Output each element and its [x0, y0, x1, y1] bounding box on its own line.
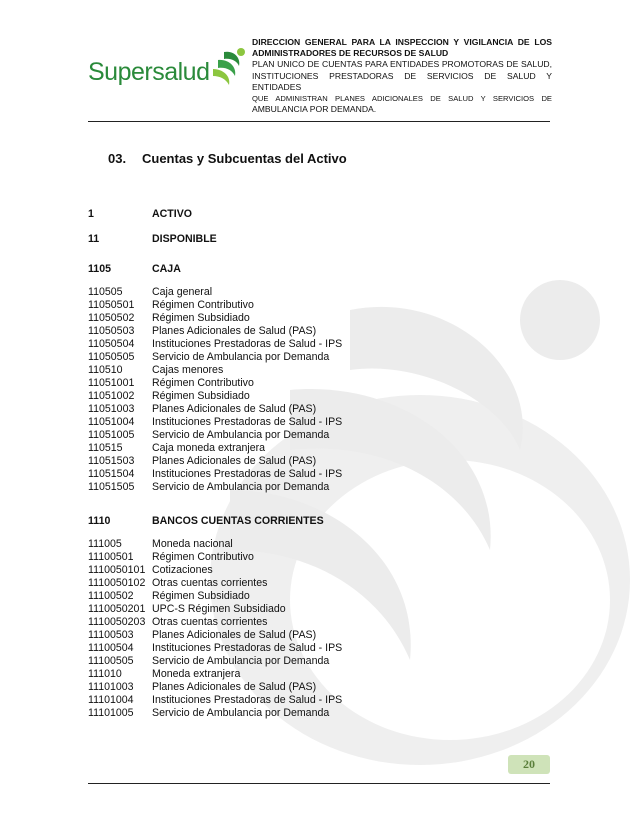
account-code: 11100501 — [88, 551, 134, 563]
account-name: Instituciones Prestadoras de Salud - IPS — [152, 642, 343, 654]
account-name: Otras cuentas corrientes — [152, 577, 268, 589]
account-code: 11051002 — [88, 390, 135, 402]
account-name: Instituciones Prestadoras de Salud - IPS — [152, 468, 343, 480]
account-code: 11050502 — [88, 312, 135, 324]
account-name: Moneda nacional — [152, 538, 233, 550]
section-title — [108, 151, 347, 166]
account-name: Régimen Subsidiado — [152, 390, 250, 402]
account-name: Servicio de Ambulancia por Demanda — [152, 707, 330, 719]
account-name: Otras cuentas corrientes — [152, 616, 268, 628]
section-title-text: Cuentas y Subcuentas del Activo — [142, 151, 347, 166]
account-name: BANCOS CUENTAS CORRIENTES — [152, 515, 324, 527]
account-code: 11051503 — [88, 455, 135, 467]
account-name: Cotizaciones — [152, 564, 213, 576]
account-code: 110510 — [88, 364, 123, 376]
account-code: 11051504 — [88, 468, 135, 480]
header-line-1: DIRECCION GENERAL PARA LA INSPECCION Y VIGILANCIA DE LOS — [252, 37, 552, 47]
account-name: Régimen Subsidiado — [152, 312, 250, 324]
account-name: Cajas menores — [152, 364, 224, 376]
account-name: Régimen Contributivo — [152, 299, 254, 311]
account-name: CAJA — [152, 263, 181, 275]
account-code: 11051003 — [88, 403, 135, 415]
account-code: 11051001 — [88, 377, 135, 389]
account-code: 111010 — [88, 668, 122, 680]
account-name: Régimen Contributivo — [152, 377, 254, 389]
account-name: Servicio de Ambulancia por Demanda — [152, 481, 330, 493]
header-line-4: INSTITUCIONES PRESTADORAS DE SERVICIOS DE SALUD Y ENTIDADES — [252, 70, 552, 92]
account-code: 1105 — [88, 263, 111, 275]
account-name: ACTIVO — [152, 208, 193, 220]
page-number-badge: 20 — [508, 755, 550, 774]
header-line-2: ADMINISTRADORES DE RECURSOS DE SALUD — [252, 48, 449, 59]
account-code: 11050505 — [88, 351, 135, 363]
account-name: Instituciones Prestadoras de Salud - IPS — [152, 694, 343, 706]
account-code: 11050503 — [88, 325, 135, 337]
account-code: 110505 — [88, 286, 123, 298]
account-code: 1110050101 — [88, 564, 146, 576]
account-code: 110515 — [88, 442, 123, 454]
logo-text: Supersalud — [88, 58, 210, 86]
account-name: Servicio de Ambulancia por Demanda — [152, 429, 330, 441]
supersalud-logo — [88, 46, 248, 96]
account-code: 1110050201 — [88, 603, 146, 615]
account-code: 111005 — [88, 538, 122, 550]
header-line-3: PLAN UNICO DE CUENTAS PARA ENTIDADES PROMOTORAS DE SALUD, — [252, 59, 552, 70]
account-name: Caja moneda extranjera — [152, 442, 266, 454]
account-code: 11101003 — [88, 681, 134, 693]
account-code: 11051004 — [88, 416, 135, 428]
account-name: Planes Adicionales de Salud (PAS) — [152, 681, 317, 693]
account-code: 11051005 — [88, 429, 135, 441]
account-name: Planes Adicionales de Salud (PAS) — [152, 455, 317, 467]
account-name: Instituciones Prestadoras de Salud - IPS — [152, 416, 343, 428]
document-header — [252, 37, 552, 115]
account-name: Planes Adicionales de Salud (PAS) — [152, 403, 317, 415]
account-name: Instituciones Prestadoras de Salud - IPS — [152, 338, 343, 350]
account-name: Planes Adicionales de Salud (PAS) — [152, 629, 317, 641]
account-name: Caja general — [152, 286, 213, 298]
account-name: Servicio de Ambulancia por Demanda — [152, 351, 330, 363]
account-name: UPC-S Régimen Subsidiado — [152, 603, 286, 615]
account-name: Régimen Contributivo — [152, 551, 254, 563]
account-code: 11100502 — [88, 590, 134, 602]
logo-leaf-icon — [210, 46, 248, 86]
account-code: 11050504 — [88, 338, 135, 350]
account-code: 11100503 — [88, 629, 134, 641]
account-code: 11100505 — [88, 655, 134, 667]
section-number: 03. — [108, 151, 127, 166]
account-code: 11100504 — [88, 642, 134, 654]
account-name: Servicio de Ambulancia por Demanda — [152, 655, 330, 667]
account-code: 1110050102 — [88, 577, 146, 589]
header-line-5: QUE ADMINISTRAN PLANES ADICIONALES DE SALUD Y SERVICIOS DE — [252, 94, 552, 104]
header-line-6: AMBULANCIA POR DEMANDA. — [252, 104, 377, 115]
account-code: 11101005 — [88, 707, 134, 719]
account-code: 1 — [88, 208, 94, 220]
account-code: 11101004 — [88, 694, 134, 706]
account-name: Planes Adicionales de Salud (PAS) — [152, 325, 317, 337]
account-code: 1110050203 — [88, 616, 146, 628]
account-code: 11050501 — [88, 299, 135, 311]
account-code: 11 — [88, 233, 100, 245]
account-name: Régimen Subsidiado — [152, 590, 250, 602]
account-code: 1110 — [88, 515, 111, 527]
footer-divider — [88, 783, 550, 784]
account-name: DISPONIBLE — [152, 233, 217, 245]
header-divider — [88, 121, 550, 122]
account-code: 11051505 — [88, 481, 135, 493]
account-name: Moneda extranjera — [152, 668, 241, 680]
